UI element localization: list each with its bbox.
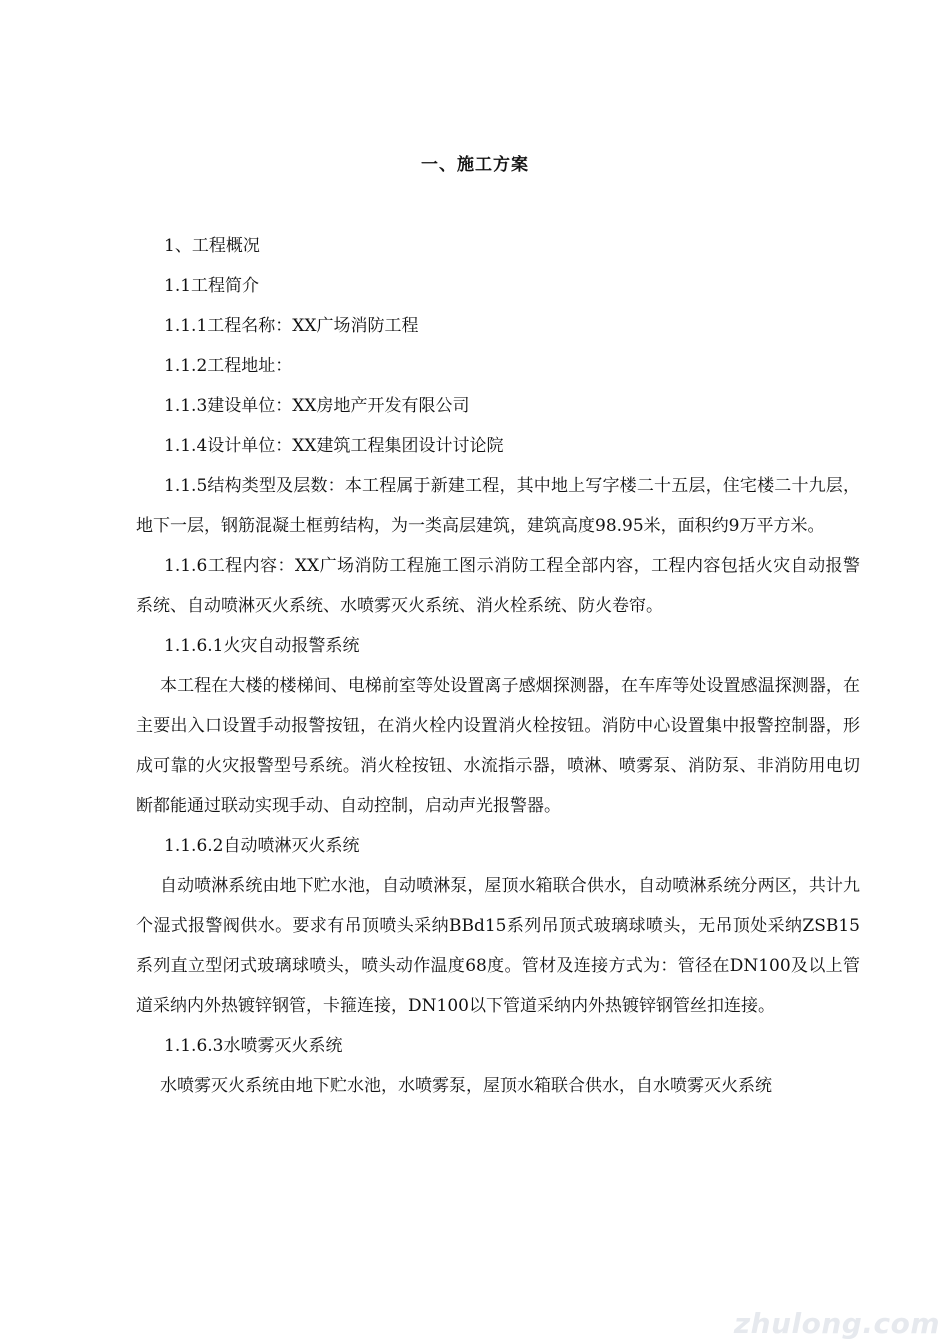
- water-spray-heading: 1.1.6.3水喷雾灭火系统: [164, 1036, 343, 1056]
- document-title: 一、施工方案: [421, 155, 529, 175]
- sprinkler-heading: 1.1.6.2自动喷淋灭火系统: [164, 836, 360, 856]
- construction-unit-line: 1.1.3建设单位：XX房地产开发有限公司: [164, 396, 470, 416]
- section-heading-1: 1、工程概况: [164, 236, 260, 256]
- fire-alarm-heading: 1.1.6.1火灾自动报警系统: [164, 636, 360, 656]
- sprinkler-paragraph: 自动喷淋系统由地下贮水池，自动喷淋泵，屋顶水箱联合供水，自动喷淋系统分两区，共计九个湿式报警阀供水。要求有吊顶喷头采纳BBd15系列吊顶式玻璃球喷头，无吊顶处采纳ZSB15系列直立型闭式玻璃球喷头，喷头动作温度68度。管材及连接方式为：管径在DN100及以上管道采纳内外热镀锌钢管，卡箍连接，DN100以下管道采纳内外热镀锌钢管丝扣连接。: [136, 876, 860, 1016]
- project-name-line: 1.1.1工程名称：XX广场消防工程: [164, 316, 419, 336]
- project-content-paragraph: 1.1.6工程内容：XX广场消防工程施工图示消防工程全部内容，工程内容包括火灾自动报警系统、自动喷淋灭火系统、水喷雾灭火系统、消火栓系统、防火卷帘。: [136, 556, 860, 616]
- project-address-line: 1.1.2工程地址：: [164, 356, 293, 376]
- structure-type-paragraph: 1.1.5结构类型及层数：本工程属于新建工程，其中地上写字楼二十五层，住宅楼二十九层，地下一层，钢筋混凝土框剪结构，为一类高层建筑，建筑高度98.95米，面积约9万平方米。: [136, 476, 860, 536]
- watermark-logo: zhulong.com: [733, 1307, 940, 1340]
- fire-alarm-paragraph: 本工程在大楼的楼梯间、电梯前室等处设置离子感烟探测器，在车库等处设置感温探测器，在主要出入口设置手动报警按钮，在消火栓内设置消火栓按钮。消防中心设置集中报警控制器，形成可靠的火灾报警型号系统。消火栓按钮、水流指示器，喷淋、喷雾泵、消防泵、非消防用电切断都能通过联动实现手动、自动控制，启动声光报警器。: [136, 676, 860, 816]
- document-body: [136, 226, 860, 1106]
- design-unit-line: 1.1.4设计单位：XX建筑工程集团设计讨论院: [164, 436, 504, 456]
- subsection-heading-1-1: 1.1工程简介: [164, 276, 260, 296]
- water-spray-paragraph: 水喷雾灭火系统由地下贮水池，水喷雾泵，屋顶水箱联合供水，自水喷雾灭火系统: [160, 1076, 772, 1096]
